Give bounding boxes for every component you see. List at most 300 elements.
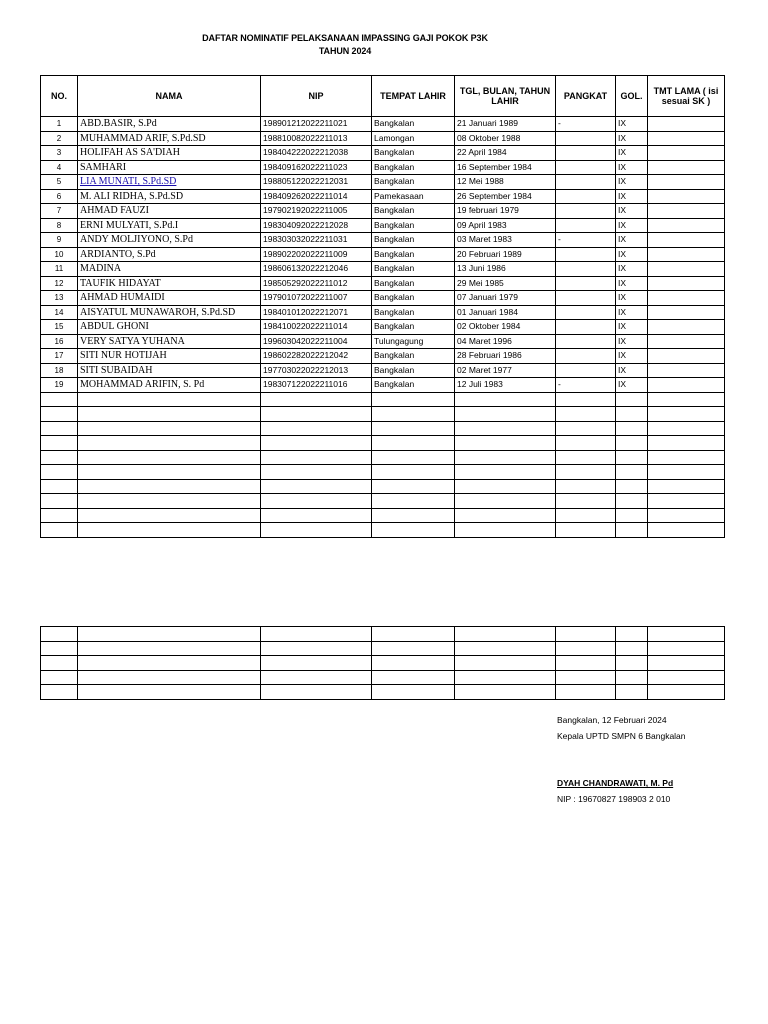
cell-tgl-lahir: 07 Januari 1979	[455, 291, 556, 306]
empty-cell	[556, 685, 616, 700]
empty-row	[41, 685, 725, 700]
empty-cell	[41, 656, 78, 671]
cell-no: 12	[41, 276, 78, 291]
empty-cell	[261, 523, 372, 538]
cell-pangkat	[556, 262, 616, 277]
cell-pangkat	[556, 131, 616, 146]
empty-cell	[616, 641, 648, 656]
cell-no: 13	[41, 291, 78, 306]
cell-tmt-lama	[648, 363, 725, 378]
empty-cell	[455, 523, 556, 538]
empty-cell	[616, 508, 648, 523]
empty-cell	[78, 494, 261, 509]
empty-cell	[556, 479, 616, 494]
empty-cell	[616, 392, 648, 407]
empty-row	[41, 627, 725, 642]
empty-cell	[455, 685, 556, 700]
table-row	[41, 247, 725, 262]
empty-cell	[41, 523, 78, 538]
cell-tgl-lahir: 28 Februari 1986	[455, 349, 556, 364]
cell-nama: ANDY MOLJIYONO, S.Pd	[78, 233, 261, 248]
cell-tmt-lama	[648, 349, 725, 364]
cell-gol: IX	[616, 247, 648, 262]
cell-gol: IX	[616, 320, 648, 335]
empty-cell	[616, 436, 648, 451]
empty-cell	[616, 421, 648, 436]
empty-cell	[372, 523, 455, 538]
cell-pangkat	[556, 320, 616, 335]
header-gol: GOL.	[616, 76, 648, 117]
cell-pangkat	[556, 175, 616, 190]
cell-no: 18	[41, 363, 78, 378]
empty-row	[41, 479, 725, 494]
cell-nip: 198606132022212046	[261, 262, 372, 277]
empty-cell	[78, 685, 261, 700]
empty-cell	[616, 450, 648, 465]
cell-no: 3	[41, 146, 78, 161]
empty-cell	[261, 436, 372, 451]
cell-tempat-lahir: Bangkalan	[372, 247, 455, 262]
cell-nama: MOHAMMAD ARIFIN, S. Pd	[78, 378, 261, 393]
cell-tmt-lama	[648, 204, 725, 219]
table-row	[41, 146, 725, 161]
empty-cell	[455, 465, 556, 480]
cell-gol: IX	[616, 291, 648, 306]
empty-row	[41, 450, 725, 465]
empty-cell	[41, 421, 78, 436]
table-row	[41, 276, 725, 291]
empty-cell	[455, 494, 556, 509]
cell-nip: 198304092022212028	[261, 218, 372, 233]
empty-cell	[648, 494, 725, 509]
table-row	[41, 262, 725, 277]
cell-no: 19	[41, 378, 78, 393]
empty-cell	[556, 450, 616, 465]
table-row	[41, 175, 725, 190]
cell-nip: 198805122022212031	[261, 175, 372, 190]
empty-cell	[372, 479, 455, 494]
table-row	[41, 349, 725, 364]
cell-tempat-lahir: Pamekasaan	[372, 189, 455, 204]
cell-gol: IX	[616, 204, 648, 219]
table-row	[41, 320, 725, 335]
empty-cell	[372, 508, 455, 523]
cell-pangkat	[556, 334, 616, 349]
table-row	[41, 233, 725, 248]
table-row	[41, 117, 725, 132]
empty-cell	[41, 436, 78, 451]
empty-cell	[372, 407, 455, 422]
empty-cell	[78, 508, 261, 523]
empty-cell	[78, 465, 261, 480]
empty-cell	[556, 656, 616, 671]
table-row	[41, 218, 725, 233]
empty-cell	[648, 465, 725, 480]
cell-tgl-lahir: 04 Maret 1996	[455, 334, 556, 349]
cell-nip: 198810082022211013	[261, 131, 372, 146]
cell-tgl-lahir: 26 September 1984	[455, 189, 556, 204]
cell-tmt-lama	[648, 218, 725, 233]
cell-nip: 199603042022211004	[261, 334, 372, 349]
header-tmt-lama: TMT LAMA ( isi sesuai SK )	[648, 76, 725, 117]
cell-nip: 198409262022211014	[261, 189, 372, 204]
table-row	[41, 204, 725, 219]
cell-nama: SAMHARI	[78, 160, 261, 175]
cell-nip: 198902202022211009	[261, 247, 372, 262]
cell-nama	[78, 175, 261, 190]
empty-cell	[616, 656, 648, 671]
cell-nama: AHMAD FAUZI	[78, 204, 261, 219]
cell-pangkat	[556, 363, 616, 378]
cell-gol: IX	[616, 233, 648, 248]
empty-cell	[648, 436, 725, 451]
empty-cell	[372, 685, 455, 700]
cell-gol: IX	[616, 276, 648, 291]
cell-pangkat: -	[556, 378, 616, 393]
header-no: NO.	[41, 76, 78, 117]
empty-cell	[455, 479, 556, 494]
cell-tgl-lahir: 08 Oktober 1988	[455, 131, 556, 146]
cell-tgl-lahir: 02 Oktober 1984	[455, 320, 556, 335]
empty-cell	[616, 465, 648, 480]
empty-cell	[616, 670, 648, 685]
empty-cell	[261, 450, 372, 465]
cell-gol: IX	[616, 349, 648, 364]
cell-tgl-lahir: 20 Februari 1989	[455, 247, 556, 262]
cell-no: 16	[41, 334, 78, 349]
empty-cell	[648, 670, 725, 685]
empty-cell	[616, 627, 648, 642]
cell-tempat-lahir: Bangkalan	[372, 117, 455, 132]
cell-tempat-lahir: Bangkalan	[372, 233, 455, 248]
cell-gol: IX	[616, 160, 648, 175]
cell-pangkat	[556, 276, 616, 291]
cell-tempat-lahir: Bangkalan	[372, 276, 455, 291]
table-row	[41, 334, 725, 349]
cell-nama: AISYATUL MUNAWAROH, S.Pd.SD	[78, 305, 261, 320]
cell-gol: IX	[616, 131, 648, 146]
cell-pangkat	[556, 349, 616, 364]
table-row	[41, 160, 725, 175]
empty-cell	[616, 479, 648, 494]
cell-no: 11	[41, 262, 78, 277]
empty-cell	[372, 421, 455, 436]
cell-no: 8	[41, 218, 78, 233]
empty-cell	[455, 627, 556, 642]
cell-no: 5	[41, 175, 78, 190]
empty-cell	[556, 436, 616, 451]
cell-nip: 197902192022211005	[261, 204, 372, 219]
cell-tempat-lahir: Bangkalan	[372, 305, 455, 320]
empty-cell	[455, 508, 556, 523]
cell-gol: IX	[616, 305, 648, 320]
cell-nama: ABDUL GHONI	[78, 320, 261, 335]
cell-nama: HOLIFAH AS SA'DIAH	[78, 146, 261, 161]
cell-nip: 198409162022211023	[261, 160, 372, 175]
cell-tgl-lahir: 13 Juni 1986	[455, 262, 556, 277]
empty-cell	[372, 465, 455, 480]
empty-cell	[556, 407, 616, 422]
empty-cell	[556, 508, 616, 523]
cell-pangkat	[556, 146, 616, 161]
empty-row	[41, 641, 725, 656]
cell-tmt-lama	[648, 160, 725, 175]
empty-cell	[41, 479, 78, 494]
empty-cell	[372, 494, 455, 509]
table-row	[41, 305, 725, 320]
empty-row	[41, 392, 725, 407]
empty-cell	[41, 685, 78, 700]
empty-cell	[648, 656, 725, 671]
empty-row	[41, 523, 725, 538]
empty-cell	[78, 479, 261, 494]
empty-cell	[261, 465, 372, 480]
cell-no: 4	[41, 160, 78, 175]
cell-tmt-lama	[648, 276, 725, 291]
cell-tmt-lama	[648, 117, 725, 132]
empty-row	[41, 656, 725, 671]
cell-tempat-lahir: Tulungagung	[372, 334, 455, 349]
cell-tmt-lama	[648, 378, 725, 393]
empty-cell	[616, 523, 648, 538]
cell-tgl-lahir: 21 Januari 1989	[455, 117, 556, 132]
signature-place-date: Bangkalan, 12 Februari 2024	[557, 715, 667, 725]
empty-cell	[41, 627, 78, 642]
cell-tgl-lahir: 03 Maret 1983	[455, 233, 556, 248]
table-row	[41, 131, 725, 146]
cell-nama: ARDIANTO, S.Pd	[78, 247, 261, 262]
cell-tmt-lama	[648, 189, 725, 204]
empty-cell	[455, 421, 556, 436]
cell-gol: IX	[616, 363, 648, 378]
table-header-row	[41, 76, 725, 117]
empty-cell	[648, 450, 725, 465]
cell-gol: IX	[616, 189, 648, 204]
cell-tgl-lahir: 02 Maret 1977	[455, 363, 556, 378]
cell-tmt-lama	[648, 320, 725, 335]
empty-cell	[78, 407, 261, 422]
cell-gol: IX	[616, 378, 648, 393]
table-row	[41, 291, 725, 306]
empty-cell	[41, 392, 78, 407]
cell-nip: 198401012022212071	[261, 305, 372, 320]
cell-nama: TAUFIK HIDAYAT	[78, 276, 261, 291]
empty-row	[41, 436, 725, 451]
cell-tmt-lama	[648, 146, 725, 161]
cell-pangkat	[556, 247, 616, 262]
empty-cell	[261, 685, 372, 700]
empty-cell	[41, 407, 78, 422]
empty-cell	[78, 641, 261, 656]
cell-tmt-lama	[648, 247, 725, 262]
cell-nip: 198404222022212038	[261, 146, 372, 161]
cell-tempat-lahir: Bangkalan	[372, 349, 455, 364]
cell-tmt-lama	[648, 334, 725, 349]
empty-cell	[648, 392, 725, 407]
signature-role: Kepala UPTD SMPN 6 Bangkalan	[557, 731, 686, 741]
cell-tempat-lahir: Bangkalan	[372, 262, 455, 277]
cell-nama: ABD.BASIR, S.Pd	[78, 117, 261, 132]
empty-cell	[78, 627, 261, 642]
cell-nama: MADINA	[78, 262, 261, 277]
cell-nama: M. ALI RIDHA, S.Pd.SD	[78, 189, 261, 204]
empty-cell	[41, 450, 78, 465]
empty-cell	[616, 494, 648, 509]
cell-tmt-lama	[648, 262, 725, 277]
secondary-table	[40, 626, 725, 700]
empty-cell	[41, 494, 78, 509]
header-pangkat: PANGKAT	[556, 76, 616, 117]
empty-cell	[455, 450, 556, 465]
cell-tgl-lahir: 19 februari 1979	[455, 204, 556, 219]
empty-cell	[455, 436, 556, 451]
cell-pangkat: -	[556, 117, 616, 132]
cell-no: 17	[41, 349, 78, 364]
empty-cell	[41, 465, 78, 480]
cell-nip: 198307122022211016	[261, 378, 372, 393]
cell-pangkat: -	[556, 233, 616, 248]
cell-tgl-lahir: 16 September 1984	[455, 160, 556, 175]
empty-cell	[648, 479, 725, 494]
cell-tgl-lahir: 22 April 1984	[455, 146, 556, 161]
empty-row	[41, 421, 725, 436]
cell-nip: 198901212022211021	[261, 117, 372, 132]
empty-cell	[556, 641, 616, 656]
cell-tgl-lahir: 01 Januari 1984	[455, 305, 556, 320]
empty-cell	[261, 479, 372, 494]
cell-no: 14	[41, 305, 78, 320]
cell-tempat-lahir: Lamongan	[372, 131, 455, 146]
empty-cell	[41, 641, 78, 656]
cell-tempat-lahir: Bangkalan	[372, 146, 455, 161]
table-row	[41, 363, 725, 378]
cell-tgl-lahir: 09 April 1983	[455, 218, 556, 233]
empty-cell	[372, 641, 455, 656]
cell-tmt-lama	[648, 131, 725, 146]
empty-cell	[648, 627, 725, 642]
name-link[interactable]: LIA MUNATI, S.Pd.SD	[80, 176, 177, 188]
header-tempat-lahir: TEMPAT LAHIR	[372, 76, 455, 117]
cell-pangkat	[556, 305, 616, 320]
empty-cell	[261, 627, 372, 642]
cell-nama: ERNI MULYATI, S.Pd.I	[78, 218, 261, 233]
empty-row	[41, 670, 725, 685]
signature-nip: NIP : 19670827 198903 2 010	[557, 794, 671, 804]
empty-cell	[648, 685, 725, 700]
cell-nama: AHMAD HUMAIDI	[78, 291, 261, 306]
cell-no: 15	[41, 320, 78, 335]
empty-cell	[648, 523, 725, 538]
empty-cell	[556, 523, 616, 538]
empty-cell	[372, 670, 455, 685]
empty-row	[41, 407, 725, 422]
empty-row	[41, 465, 725, 480]
cell-nip: 197901072022211007	[261, 291, 372, 306]
cell-nip: 197703022022212013	[261, 363, 372, 378]
table-row	[41, 189, 725, 204]
empty-cell	[78, 523, 261, 538]
empty-cell	[261, 421, 372, 436]
empty-cell	[616, 407, 648, 422]
empty-cell	[41, 670, 78, 685]
cell-no: 9	[41, 233, 78, 248]
empty-cell	[78, 436, 261, 451]
empty-cell	[41, 508, 78, 523]
header-nama: NAMA	[78, 76, 261, 117]
cell-pangkat	[556, 218, 616, 233]
empty-cell	[372, 450, 455, 465]
cell-tmt-lama	[648, 175, 725, 190]
cell-tempat-lahir: Bangkalan	[372, 363, 455, 378]
cell-tmt-lama	[648, 233, 725, 248]
empty-cell	[616, 685, 648, 700]
cell-no: 2	[41, 131, 78, 146]
empty-cell	[556, 392, 616, 407]
empty-row	[41, 494, 725, 509]
cell-no: 6	[41, 189, 78, 204]
empty-cell	[78, 656, 261, 671]
empty-cell	[648, 641, 725, 656]
cell-tmt-lama	[648, 305, 725, 320]
empty-cell	[261, 641, 372, 656]
empty-cell	[78, 670, 261, 685]
cell-tgl-lahir: 12 Juli 1983	[455, 378, 556, 393]
empty-cell	[261, 407, 372, 422]
empty-cell	[556, 421, 616, 436]
empty-cell	[78, 450, 261, 465]
cell-tempat-lahir: Bangkalan	[372, 378, 455, 393]
cell-tgl-lahir: 29 Mei 1985	[455, 276, 556, 291]
document-subtitle: TAHUN 2024	[318, 46, 372, 56]
empty-cell	[556, 627, 616, 642]
empty-cell	[78, 392, 261, 407]
cell-nama: MUHAMMAD ARIF, S.Pd.SD	[78, 131, 261, 146]
empty-cell	[648, 508, 725, 523]
empty-cell	[556, 465, 616, 480]
cell-gol: IX	[616, 262, 648, 277]
nominative-table	[40, 75, 725, 538]
cell-nama: SITI NUR HOTIJAH	[78, 349, 261, 364]
cell-no: 1	[41, 117, 78, 132]
empty-cell	[455, 670, 556, 685]
cell-gol: IX	[616, 146, 648, 161]
empty-cell	[261, 392, 372, 407]
empty-cell	[648, 407, 725, 422]
empty-cell	[372, 392, 455, 407]
cell-nip: 198303032022211031	[261, 233, 372, 248]
cell-tempat-lahir: Bangkalan	[372, 218, 455, 233]
empty-cell	[261, 508, 372, 523]
cell-nama: SITI SUBAIDAH	[78, 363, 261, 378]
empty-cell	[372, 436, 455, 451]
cell-pangkat	[556, 291, 616, 306]
cell-no: 7	[41, 204, 78, 219]
empty-cell	[455, 407, 556, 422]
empty-cell	[455, 656, 556, 671]
cell-nama: VERY SATYA YUHANA	[78, 334, 261, 349]
cell-pangkat	[556, 204, 616, 219]
cell-tgl-lahir: 12 Mei 1988	[455, 175, 556, 190]
cell-tempat-lahir: Bangkalan	[372, 204, 455, 219]
empty-cell	[372, 656, 455, 671]
signature-name: DYAH CHANDRAWATI, M. Pd	[557, 778, 674, 788]
empty-cell	[455, 641, 556, 656]
document-title: DAFTAR NOMINATIF PELAKSANAAN IMPASSING GAJI POKOK P3K	[202, 33, 488, 43]
cell-nip: 198602282022212042	[261, 349, 372, 364]
empty-cell	[648, 421, 725, 436]
cell-gol: IX	[616, 218, 648, 233]
empty-cell	[372, 627, 455, 642]
